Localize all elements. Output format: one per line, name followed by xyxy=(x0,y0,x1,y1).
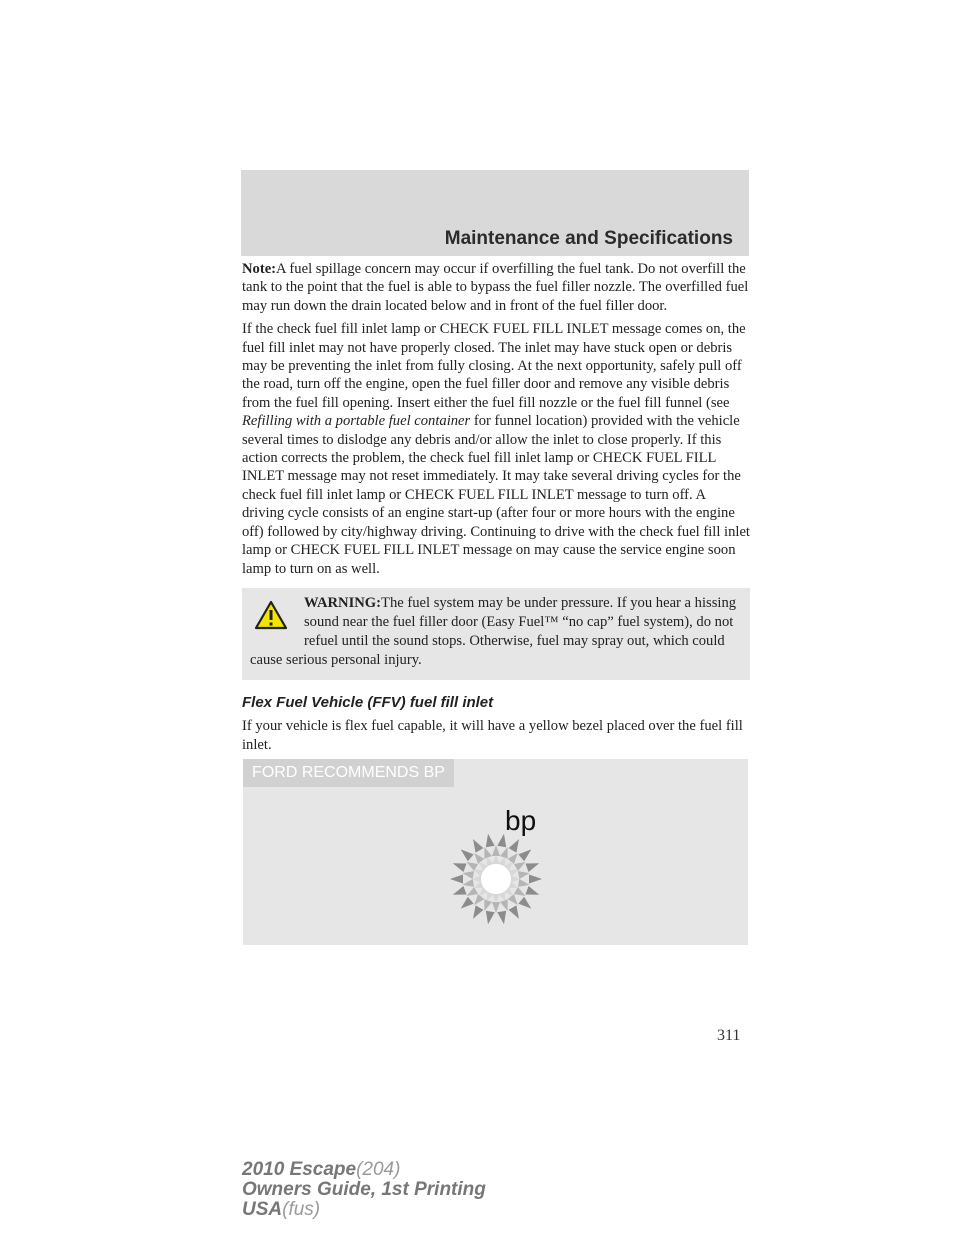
warning-box xyxy=(242,588,750,680)
footer-market: USA xyxy=(242,1199,283,1220)
warning-triangle-icon xyxy=(254,600,294,634)
section-title: Maintenance and Specifications xyxy=(444,228,733,249)
footer-market-code: (fus) xyxy=(282,1199,321,1220)
footer-model-line xyxy=(242,1160,486,1180)
bp-advertisement[interactable] xyxy=(243,759,748,945)
footer-model-code: (204) xyxy=(356,1159,401,1180)
page-number: 311 xyxy=(717,1027,741,1044)
warning-text: The fuel system may be under pressure. If you hear a hissing sound near the fuel filler door (Easy Fuel™ “no cap” fuel system), do not refuel until the sound stops. Otherwise, fuel may spray out, which could cause serious personal injury. xyxy=(250,594,737,668)
footer-guide-line xyxy=(242,1180,486,1200)
note-paragraph xyxy=(242,260,750,315)
footer-guide: Owners Guide, 1st Printing xyxy=(242,1179,486,1200)
ffv-subheading: Flex Fuel Vehicle (FFV) fuel fill inlet xyxy=(242,693,494,711)
bp-helios-logo-icon xyxy=(448,831,544,932)
note-label: Note: xyxy=(242,261,277,277)
warning-label: WARNING: xyxy=(304,594,382,611)
footer-market-line xyxy=(242,1200,486,1220)
note-text: A fuel spillage concern may occur if overfilling the fuel tank. Do not overfill the tank to the point that the fuel is able to bypass the fuel filler nozzle. The overfilled fuel may run down the drain located below and in front of the fuel filler door. xyxy=(242,261,749,314)
footer-model: 2010 Escape xyxy=(242,1159,357,1180)
fuel-inlet-text-end: for funnel location) provided with the vehicle several times to dislodge any debris and/or allow the inlet to close properly. If this action corrects the problem, the check fuel fill inlet lamp or CHECK FUEL FILL INLET message may not reset immediately. It may take several driving cycles for the check fuel fill inlet lamp or CHECK FUEL FILL INLET message to turn off. A driving cycle consists of an engine start-up (after four or more hours with the engine off) followed by city/highway driving. Continuing to drive with the check fuel fill inlet lamp or CHECK FUEL FILL INLET message on may cause the service engine soon lamp to turn on as well. xyxy=(242,413,750,577)
document-footer xyxy=(242,1160,486,1220)
fuel-inlet-text-start: If the check fuel fill inlet lamp or CHECK FUEL FILL INLET message comes on, the fuel fill inlet may not have properly closed. The inlet may have stuck open or debris may be preventing the inlet from fully closing. At the next opportunity, safely pull off the road, turn off the engine, open the fuel filler door and remove any visible debris from the fuel fill opening. Insert either the fuel fill nozzle or the fuel fill funnel (see xyxy=(242,321,746,411)
ad-tab-label: FORD RECOMMENDS BP xyxy=(243,759,454,787)
section-header-band xyxy=(241,170,749,256)
ffv-paragraph: If your vehicle is flex fuel capable, it will have a yellow bezel placed over the fuel fill inlet. xyxy=(242,718,743,753)
portable-container-reference: Refilling with a portable fuel container xyxy=(242,413,471,430)
page-content xyxy=(242,260,750,759)
fuel-inlet-paragraph xyxy=(242,320,750,578)
bp-brand-text: bp xyxy=(505,805,537,836)
